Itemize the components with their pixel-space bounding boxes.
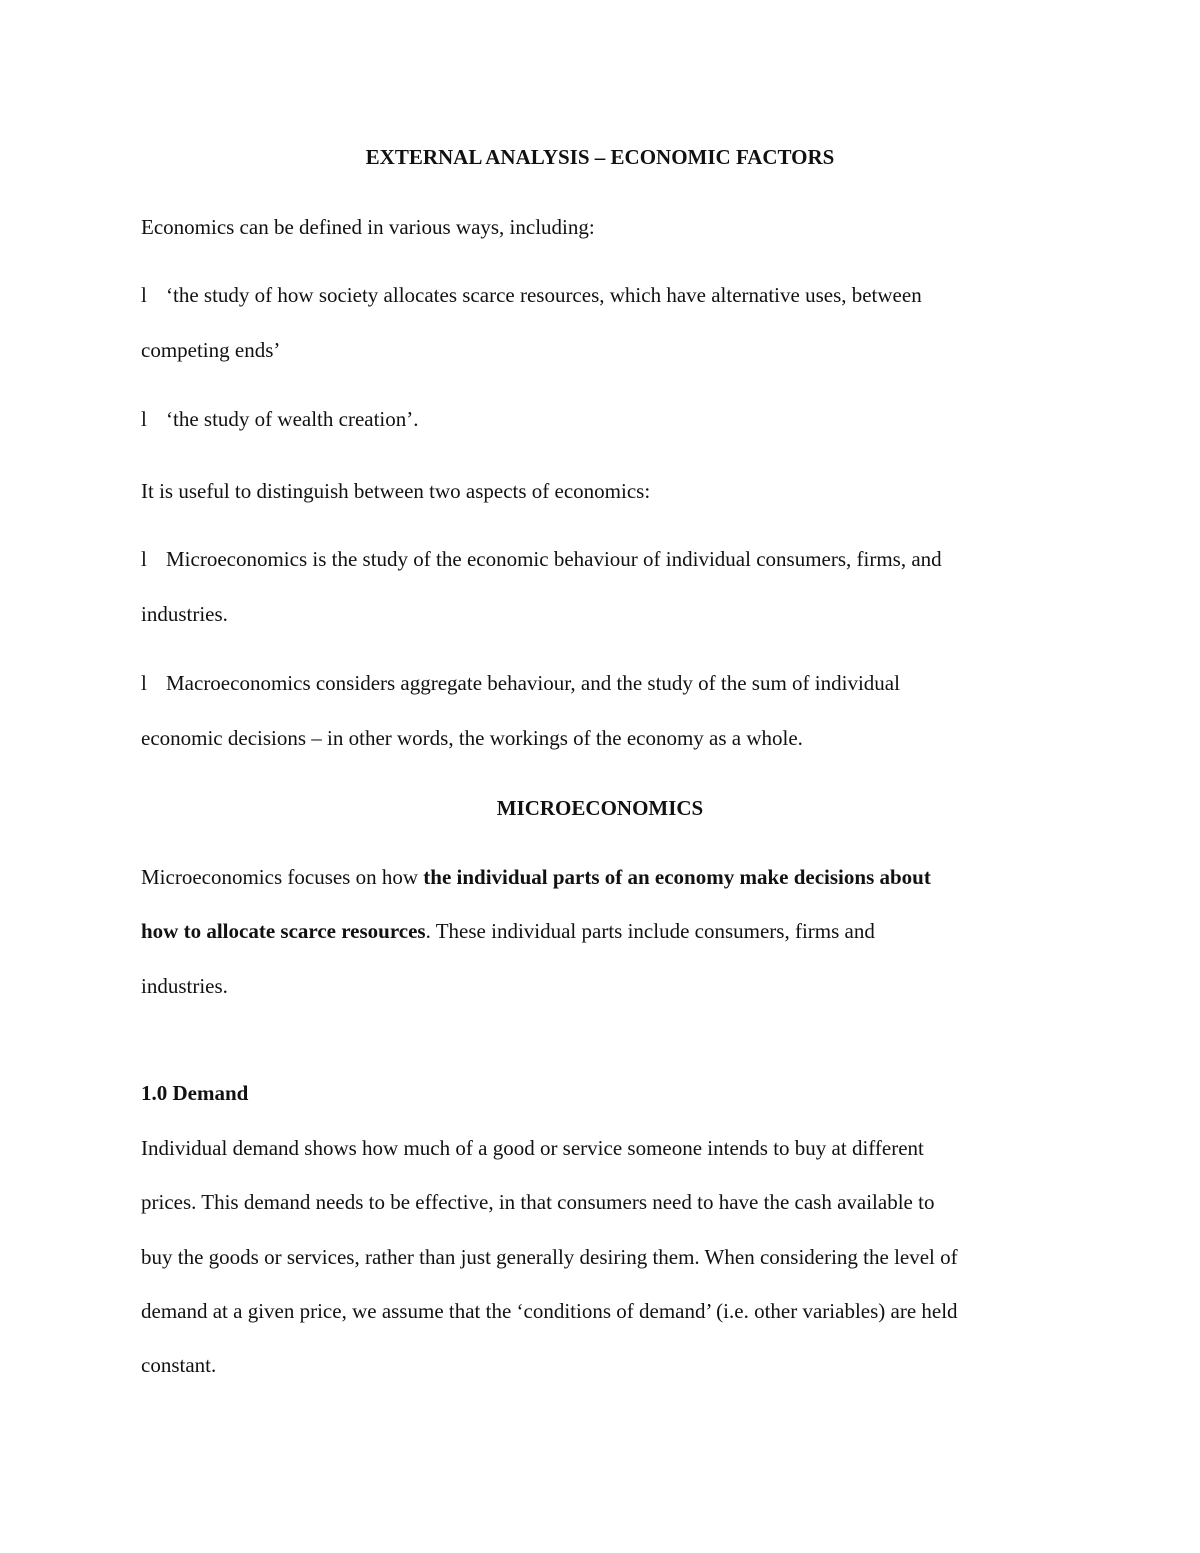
intro-paragraph: Economics can be defined in various ways, including: (141, 215, 595, 239)
micro-paragraph-line-2 (141, 917, 875, 945)
definition-2 (141, 405, 419, 433)
micro-text-plain: Microeconomics focuses on how (141, 865, 424, 889)
aspect-1-line-1 (141, 545, 942, 573)
aspect-1-text: Microeconomics is the study of the economic behaviour of individual consumers, firms, and (166, 547, 942, 571)
bullet-marker: l (141, 547, 147, 571)
bullet-marker: l (141, 283, 147, 307)
definition-1-text: ‘the study of how society allocates scarce resources, which have alternative uses, between (166, 283, 922, 307)
bullet-marker: l (141, 407, 147, 431)
demand-line-4: demand at a given price, we assume that the ‘conditions of demand’ (i.e. other variables) are held (141, 1299, 958, 1323)
section-heading-demand: 1.0 Demand (141, 1081, 249, 1105)
section-heading-microeconomics: MICROECONOMICS (496, 796, 704, 820)
micro-paragraph-line-3: industries. (141, 974, 228, 998)
demand-line-3: buy the goods or services, rather than just generally desiring them. When considering the level of (141, 1245, 958, 1269)
micro-text-bold: the individual parts of an economy make decisions about (423, 865, 931, 889)
bullet-marker: l (141, 671, 147, 695)
demand-line-2: prices. This demand needs to be effective, in that consumers need to have the cash available to (141, 1190, 935, 1214)
definition-1-line-1 (141, 281, 922, 309)
aspect-2-line-1 (141, 669, 900, 697)
definition-2-text: ‘the study of wealth creation’. (166, 407, 419, 431)
aspect-1-line-2: industries. (141, 602, 228, 626)
aspect-2-text: Macroeconomics considers aggregate behaviour, and the study of the sum of individual (166, 671, 900, 695)
aspects-intro: It is useful to distinguish between two aspects of economics: (141, 479, 651, 503)
demand-line-5: constant. (141, 1353, 217, 1377)
micro-text-bold: how to allocate scarce resources (141, 919, 426, 943)
micro-text-plain: . These individual parts include consumers, firms and (425, 919, 875, 943)
definition-1-line-2: competing ends’ (141, 338, 281, 362)
aspect-2-line-2: economic decisions – in other words, the workings of the economy as a whole. (141, 726, 803, 750)
micro-paragraph-line-1 (141, 863, 931, 891)
demand-line-1: Individual demand shows how much of a good or service someone intends to buy at different (141, 1136, 924, 1160)
page-title: EXTERNAL ANALYSIS – ECONOMIC FACTORS (365, 145, 835, 169)
